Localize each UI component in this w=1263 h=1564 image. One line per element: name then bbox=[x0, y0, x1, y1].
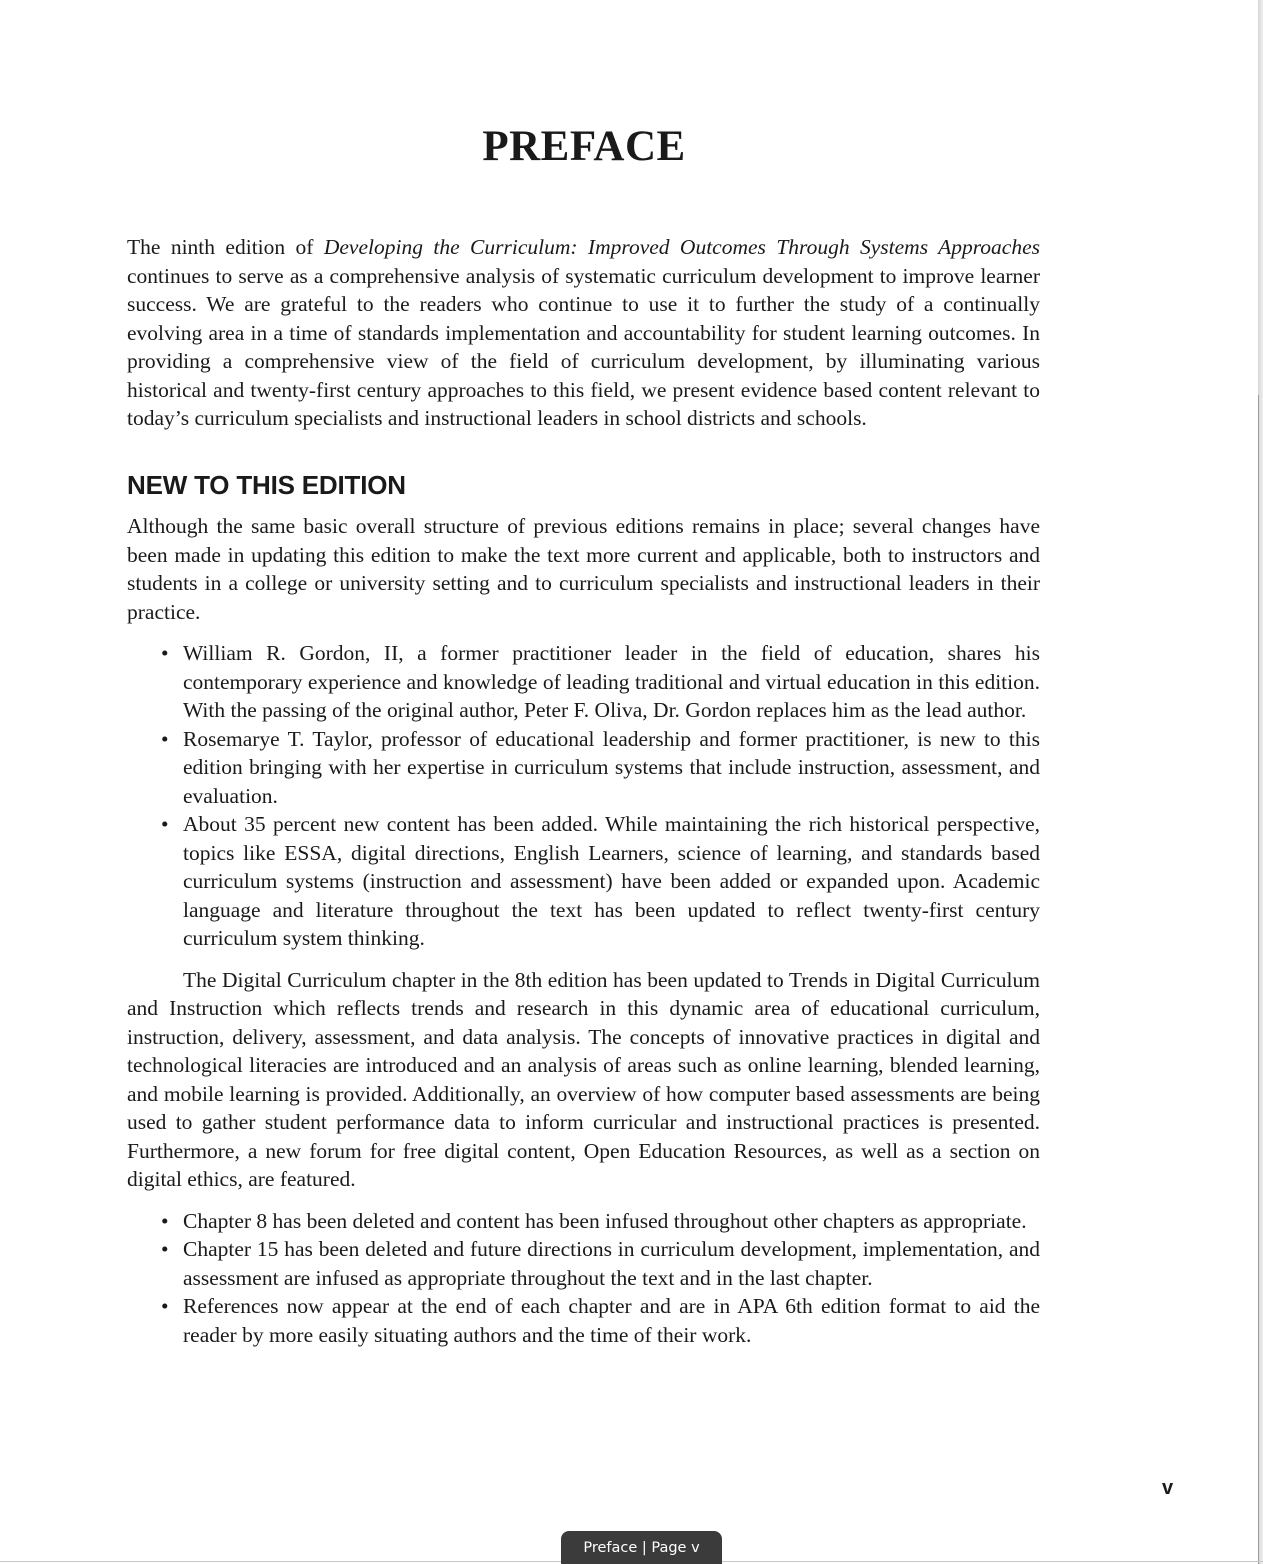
bullet-marker: • bbox=[161, 812, 169, 836]
intro-suffix: continues to serve as a comprehensive analysis of systematic curriculum development to improve learner success. We are grateful to the readers who continue to use it to further the study of a continually evolving area in a time of standards implementation and accountability for student learning outcomes. In providing a comprehensive view of the field of curriculum development, by illuminating various historical and twenty-first century approaches to this field, we present evidence based content relevant to today’s curriculum specialists and instructional leaders in school districts and schools. bbox=[127, 263, 1040, 430]
list-item bbox=[161, 810, 1040, 953]
list-item bbox=[161, 639, 1040, 725]
bullet-marker: • bbox=[161, 641, 169, 665]
bullet-marker: • bbox=[161, 1208, 169, 1233]
page-indicator-badge bbox=[561, 1531, 722, 1564]
list-item-text: Rosemarye T. Taylor, professor of educational leadership and former practitioner, is new to this edition bringing with her expertise in curriculum systems that include instruction, assessment, and evaluation. bbox=[183, 726, 1040, 808]
page-number: v bbox=[1162, 1477, 1174, 1499]
page-indicator-label: Preface | Page v bbox=[583, 1539, 700, 1556]
page-title: PREFACE bbox=[482, 123, 686, 170]
section-intro-paragraph: Although the same basic overall structure of previous editions remains in place; several changes have been made in updating this edition to make the text more current and applicable, both to instructors and students in a college or university setting and to curriculum specialists and instructional leaders in their practice. bbox=[127, 514, 1040, 624]
list-item bbox=[161, 1207, 1040, 1236]
bullet-list-changes bbox=[127, 1207, 1040, 1350]
bullet-marker: • bbox=[161, 1294, 169, 1318]
intro-prefix: The ninth edition of bbox=[127, 235, 324, 259]
digital-curriculum-paragraph: The Digital Curriculum chapter in the 8th edition has been updated to Trends in Digital Curriculum and Instruction which reflects trends and research in this dynamic area of educational curriculum, instruction, delivery, assessment, and data analysis. The concepts of innovative practices in digital and technological literacies are introduced and an analysis of areas such as online learning, blended learning, and mobile learning is provided. Additionally, an overview of how computer based assessments are being used to gather student performance data to inform curricular and instructional practices is presented. Furthermore, a new forum for free digital content, Open Education Resources, as well as a section on digital ethics, are featured. bbox=[127, 967, 1040, 1191]
list-item bbox=[161, 1235, 1040, 1292]
list-item-text: William R. Gordon, II, a former practitioner leader in the field of education, shares his contemporary experience and knowledge of leading traditional and virtual education in this edition. With the passing of the original author, Peter F. Oliva, Dr. Gordon replaces him as the lead author. bbox=[183, 641, 1040, 722]
list-item-text: References now appear at the end of each chapter and are in APA 6th edition format to aid the reader by more easily situating authors and the time of their work. bbox=[183, 1294, 1040, 1347]
bullet-list-new-content bbox=[127, 639, 1040, 953]
page-content bbox=[127, 233, 1040, 1362]
bullet-marker: • bbox=[161, 726, 169, 751]
list-item bbox=[161, 1292, 1040, 1349]
page-edge bbox=[1258, 0, 1263, 1564]
list-item bbox=[161, 725, 1040, 811]
bullet-marker: • bbox=[161, 1237, 169, 1261]
section-heading: NEW TO THIS EDITION bbox=[127, 469, 406, 500]
intro-paragraph bbox=[127, 233, 1040, 433]
list-item-text: About 35 percent new content has been added. While maintaining the rich historical perspective, topics like ESSA, digital directions, English Learners, science of learning, and standards based curriculum systems (instruction and assessment) have been added or expanded upon. Academic language and literature throughout the text has been updated to reflect twenty-first century curriculum system thinking. bbox=[183, 812, 1040, 950]
book-title: Developing the Curriculum: Improved Outcomes Through Systems Approaches bbox=[323, 235, 1040, 259]
list-item-text: Chapter 8 has been deleted and content has been infused throughout other chapters as appropriate. bbox=[183, 1208, 1027, 1233]
list-item-text: Chapter 15 has been deleted and future directions in curriculum development, implementation, and assessment are infused as appropriate throughout the text and in the last chapter. bbox=[183, 1237, 1040, 1290]
